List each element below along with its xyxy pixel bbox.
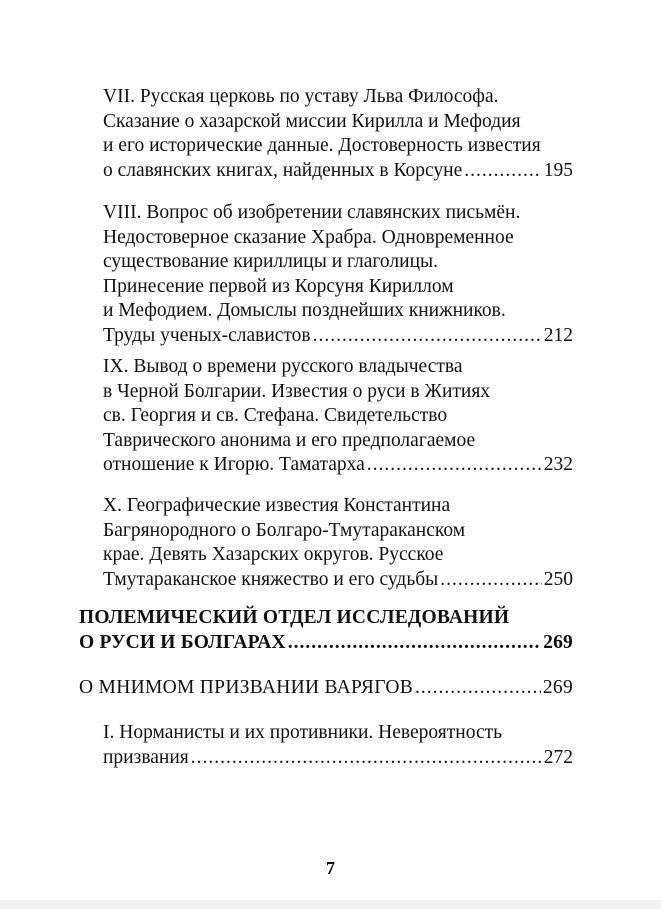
dot-leader [440,568,542,593]
toc-entry-text-line: призвания [103,746,189,768]
toc-entry-text-line: I. Норманисты и их противники. Невероятность [103,722,503,743]
toc-entry-last-line [79,676,573,701]
page-bottom-edge [0,900,661,909]
toc-entry-text-line: отношение к Игорю. Таматарха [103,454,365,475]
toc-entry-text-line: Труды ученых-славистов [103,324,311,346]
toc-entry-i[interactable] [103,721,573,770]
toc-entry-viii[interactable] [103,201,573,348]
toc-entry-last-line [79,631,573,656]
toc-entry-text-line: ПОЛЕМИЧЕСКИЙ ОТДЕЛ ИССЛЕДОВАНИЙ [79,607,510,628]
toc-entry-last-line [103,159,573,184]
toc-page-number: 232 [543,454,573,475]
toc-entry-last-line [103,324,573,349]
toc-page-number: 272 [543,746,573,768]
page-number: 7 [326,858,335,878]
toc-entry-text-line: VIII. Вопрос об изобретении славянских письмён. [103,202,521,223]
toc-entry-x[interactable] [103,494,573,592]
toc-entry-text-line: и Мефодием. Домыслы позднейших книжников. [103,300,506,321]
toc-entry-text-line: св. Георгия и св. Стефана. Свидетельство [103,405,448,426]
toc-entry-ix[interactable] [103,355,573,478]
toc-page-number: 195 [543,159,573,181]
toc-entry-text-line: Недостоверное сказание Храбра. Одновременное [103,226,514,248]
toc-entry-text-line: VII. Русская церковь по уставу Льва Философа. [103,86,499,107]
dot-leader [191,746,542,771]
toc-entry-text-line: Таврического анонима и его предполагаемое [103,429,476,451]
dot-leader [415,676,541,701]
toc-entry-text-line: существование кириллицы и глаголицы. [103,251,439,272]
dot-leader [464,159,541,184]
dot-leader [367,453,542,478]
toc-section-polemic[interactable] [79,606,573,655]
toc-entry-text-line: крае. Девять Хазарских округов. Русское [103,544,444,565]
toc-entry-text-line: О РУСИ И БОЛГАРАХ [79,631,286,653]
toc-entry-text-line: X. Географические известия Константина [103,495,451,516]
toc-entry-last-line [103,568,573,593]
toc-entry-text-line: Багрянородного о Болгаро-Тмутараканском [103,519,466,541]
toc-entry-text-line: О МНИМОМ ПРИЗВАНИИ ВАРЯГОВ [79,677,414,698]
toc-entry-text-line: и его исторические данные. Достоверность известия [103,135,541,156]
toc-page-number: 269 [542,677,573,698]
toc-entry-text-line: Сказание о хазарской миссии Кирилла и Мефодия [103,110,521,132]
toc-entry-text-line: в Черной Болгарии. Известия о руси в Житиях [103,380,491,402]
toc-entry-text-line: о славянских книгах, найденных в Корсуне [103,159,463,181]
dot-leader [313,324,542,349]
toc-entry-text-line: IX. Вывод о времени русского владычества [103,356,463,377]
toc-page-number: 250 [543,568,573,590]
toc-section-varangians[interactable] [79,676,573,701]
toc-entry-vii[interactable] [103,85,573,183]
toc-entry-text-line: Принесение первой из Корсуня Кириллом [103,275,454,297]
toc-page-number: 269 [543,631,573,653]
toc-page-number: 212 [543,324,573,346]
dot-leader [288,631,541,656]
toc-entry-last-line [103,453,573,478]
toc-entry-text-line: Тмутараканское княжество и его судьбы [103,568,439,590]
toc-entry-last-line [103,746,573,771]
